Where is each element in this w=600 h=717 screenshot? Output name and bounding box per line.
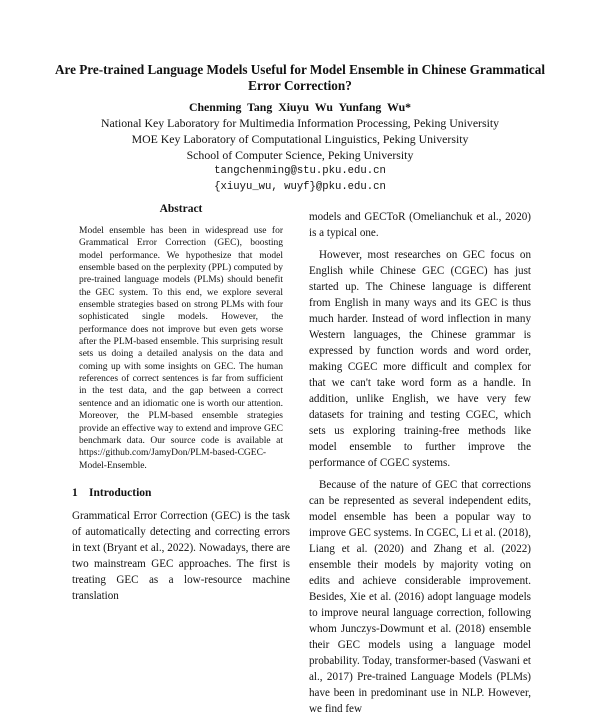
body-paragraph: Because of the nature of GEC that corrections can be represented as several independent edits, model ensemble has been a popular way to improve GEC systems. In CGEC, Li et al. (2018), Liang et al. (2020) and Zhang et al. (2022) ensemble their models by majority voting on edits and achieve considerable improvement. Besides, Xie et al. (2016) adopt language models to improve neural language correction, following whom Junczys-Dowmunt et al. (2018) ensemble their GEC models using a language model probability. Today, transformer-based (Vaswani et al., 2017) Pre-trained Language Models (PLMs) have been in predominant use in NLP. However, we find few [309,479,531,715]
author-name: Yunfang Wu* [338,100,412,114]
paper-title: Are Pre-trained Language Models Useful for Model Ensemble in Chinese Grammatical Error Correction? [54,62,546,93]
abstract-heading: Abstract [159,203,203,215]
affiliation-line: National Key Laboratory for Multimedia Information Processing, Peking University [100,116,500,130]
section-number: 1 [72,486,78,499]
author-name: Chenming Tang [188,100,273,114]
author-names [40,99,560,115]
email-line: {xiuyu_wu, wuyf}@pku.edu.cn [214,181,386,193]
left-column [72,203,290,604]
section-heading-text: Introduction [89,486,152,499]
affiliation-line: MOE Key Laboratory of Computational Linguistics, Peking University [131,132,469,146]
section-heading [72,486,290,500]
body-paragraph: models and GECToR (Omelianchuk et al., 2020) is a typical one. [309,211,531,239]
author-name: Xiuyu Wu [278,100,333,114]
affiliation-line: School of Computer Science, Peking University [186,148,414,162]
email-line: tangchenming@stu.pku.edu.cn [214,165,386,177]
body-paragraph: However, most researches on GEC focus on English while Chinese GEC (CGEC) has just started up. The Chinese language is different from English in many ways and its GEC is thus much harder. Instead of word inflection in many Western languages, the Chinese grammar is expressed by function words and word order, making CGEC more difficult and complex for that we can't take word form as a handle. In addition, unlike English, we have very few datasets for training and testing CGEC, which sets us exploring training-free methods like model ensemble to further improve the performance of CGEC systems. [309,249,531,469]
right-column [309,209,531,717]
author-block [40,99,560,195]
introduction-paragraph: Grammatical Error Correction (GEC) is the task of automatically detecting and correcting errors in text (Bryant et al., 2022). Nowadays, there are two mainstream GEC approaches. The first is treating GEC as a low-resource machine translation [72,509,290,602]
abstract-text: Model ensemble has been in widespread use for Grammatical Error Correction (GEC), boosting model performance. We hypothesize that model ensemble based on the perplexity (PPL) computed by pre-trained language models (PLMs) should benefit the GEC system. To this end, we explore several ensemble strategies based on strong PLMs with four sophisticated single models. However, the performance does not improve but even gets worse after the PLM-based ensemble. This surprising result sets us doing a detailed analysis on the data and coming up with some insights on GEC. The human references of correct sentences is far from sufficient in the test data, and the gap between a correct sentence and an idiomatic one is worth our attention. Moreover, the PLM-based ensemble strategies provide an effective way to extend and improve GEC benchmark data. Our source code is available at https://github.com/JamyDon/PLM-based-CGEC-Model-Ensemble. [79,226,283,471]
